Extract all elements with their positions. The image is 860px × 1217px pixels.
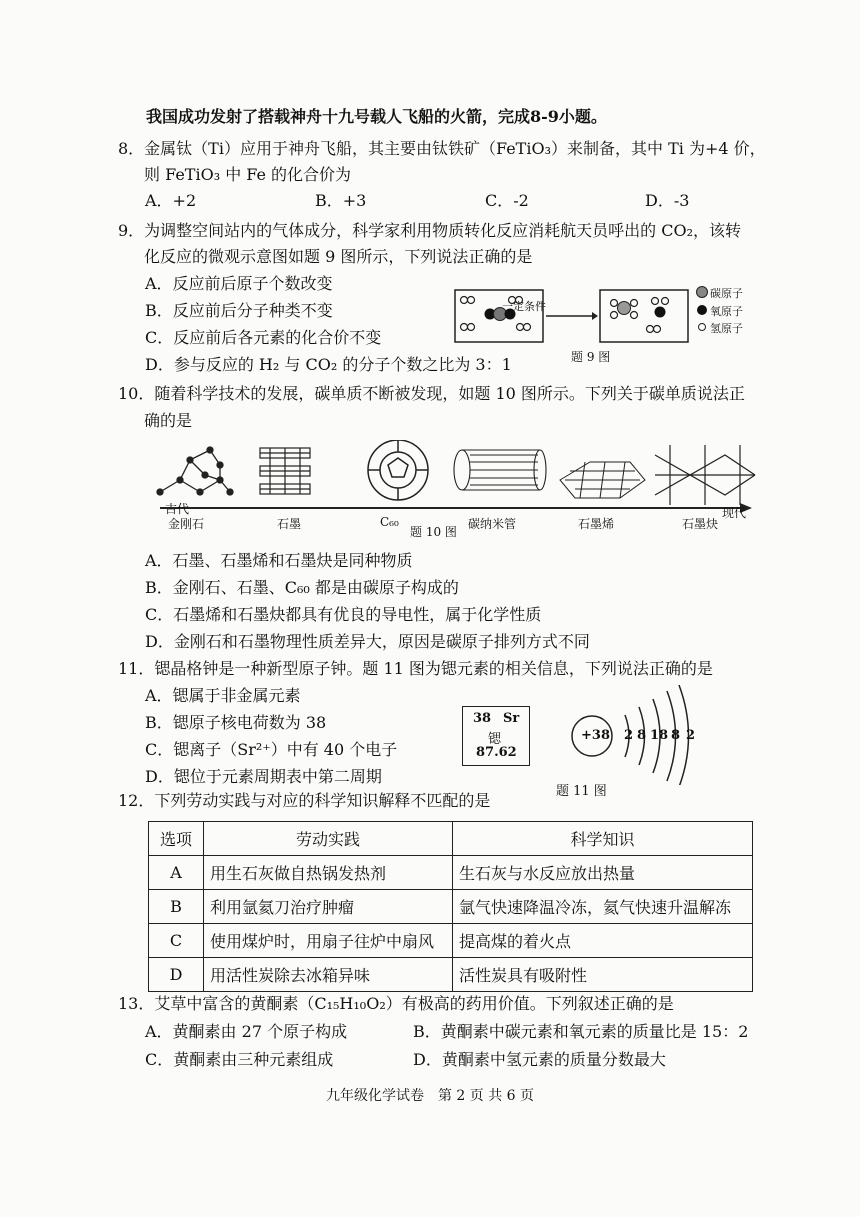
- element-card: [462, 706, 530, 766]
- label-graphite: 石墨: [277, 517, 302, 531]
- nucleus-charge: +38: [581, 728, 610, 743]
- table-row: [149, 924, 753, 958]
- c60-structure-icon: [368, 440, 428, 500]
- q8-option-b: B．+3: [315, 191, 367, 210]
- element-symbol: Sr: [503, 711, 520, 726]
- q10-option-a: A．石墨、石墨烯和石墨炔是同种物质: [145, 551, 413, 570]
- q8-option-c: C．-2: [485, 191, 529, 210]
- q10-option-c: C．石墨烯和石墨炔都具有优良的导电性，属于化学性质: [145, 605, 542, 624]
- intro-text: 我国成功发射了搭载神舟十九号载人飞船的火箭，完成8-9小题。: [146, 107, 607, 126]
- row-a-practice: 用生石灰做自热锅发热剂: [204, 856, 453, 890]
- q9-legend-carbon: 碳原子: [710, 287, 743, 300]
- q11-option-b: B．锶原子核电荷数为 38: [145, 713, 327, 732]
- q13-option-d: D．黄酮素中氢元素的质量分数最大: [413, 1050, 666, 1069]
- shell-5-count: 2: [686, 728, 696, 743]
- q10-carbon-allotropes-figure: [150, 440, 760, 520]
- shell-4-count: 8: [671, 728, 681, 743]
- q11-option-d: D．锶位于元素周期表中第二周期: [145, 767, 382, 786]
- atomic-number: 38: [473, 711, 492, 726]
- graphdiyne-structure-icon: [655, 445, 755, 505]
- atomic-mass: 87.62: [476, 745, 517, 760]
- timeline-end-label: 现代: [722, 506, 747, 520]
- label-diamond: 金刚石: [168, 517, 205, 531]
- row-b-practice: 利用氩氦刀治疗肿瘤: [204, 890, 453, 924]
- q12-table: [148, 821, 753, 992]
- label-nanotube: 碳纳米管: [468, 517, 517, 531]
- row-b-option: B: [149, 890, 204, 924]
- row-a-option: A: [149, 856, 204, 890]
- nanotube-structure-icon: [454, 450, 546, 490]
- q10-stem-line1: 10．随着科学技术的发展，碳单质不断被发现，如题 10 图所示。下列关于碳单质说法正: [118, 384, 745, 403]
- row-d-knowledge: 活性炭具有吸附性: [453, 958, 753, 992]
- q10-stem-line2: 确的是: [144, 411, 193, 430]
- q8-option-d: D．-3: [645, 191, 690, 210]
- row-c-knowledge: 提高煤的着火点: [453, 924, 753, 958]
- q9-legend-oxygen: 氧原子: [710, 305, 743, 318]
- q10-option-b: B．金刚石、石墨、C₆₀ 都是由碳原子构成的: [145, 578, 459, 597]
- label-c60: C₆₀: [380, 515, 399, 529]
- q11-option-c: C．锶离子（Sr²⁺）中有 40 个电子: [145, 740, 398, 759]
- q8-stem-line1: 8．金属钛（Ti）应用于神舟飞船，其主要由钛铁矿（FeTiO₃）来制备，其中 Ti 为+4 价，: [118, 139, 766, 158]
- row-d-option: D: [149, 958, 204, 992]
- q8-option-a: A．+2: [145, 191, 197, 210]
- row-c-option: C: [149, 924, 204, 958]
- timeline-start-label: 古代: [165, 502, 190, 516]
- header-knowledge: 科学知识: [453, 822, 753, 856]
- q8-stem-line2: 则 FeTiO₃ 中 Fe 的化合价为: [144, 165, 352, 184]
- q13-stem: 13．艾草中富含的黄酮素（C₁₅H₁₀O₂）有极高的药用价值。下列叙述正确的是: [118, 994, 674, 1013]
- q9-option-c: C．反应前后各元素的化合价不变: [145, 328, 382, 347]
- row-b-knowledge: 氩气快速降温冷冻，氦气快速升温解冻: [453, 890, 753, 924]
- shell-3-count: 18: [650, 728, 669, 743]
- q9-stem-line1: 9．为调整空间站内的气体成分，科学家利用物质转化反应消耗航天员呼出的 CO₂，该转: [118, 221, 742, 240]
- q11-option-a: A．锶属于非金属元素: [145, 686, 301, 705]
- graphite-structure-icon: [260, 448, 310, 494]
- q10-figure-caption: 题 10 图: [410, 525, 457, 539]
- header-option: 选项: [149, 822, 204, 856]
- q11-stem: 11．锶晶格钟是一种新型原子钟。题 11 图为锶元素的相关信息，下列说法正确的是: [118, 659, 713, 678]
- row-d-practice: 用活性炭除去冰箱异味: [204, 958, 453, 992]
- table-header-row: [149, 822, 753, 856]
- q13-option-a: A．黄酮素由 27 个原子构成: [145, 1022, 348, 1041]
- q13-option-c: C．黄酮素由三种元素组成: [145, 1050, 334, 1069]
- q9-option-a: A．反应前后原子个数改变: [145, 274, 333, 293]
- page-footer: 九年级化学试卷 第 2 页 共 6 页: [325, 1088, 535, 1104]
- graphene-structure-icon: [560, 462, 645, 498]
- header-practice: 劳动实践: [204, 822, 453, 856]
- shell-2-count: 8: [637, 728, 647, 743]
- q9-condition-label: 一定条件: [502, 300, 546, 313]
- q9-option-b: B．反应前后分子种类不变: [145, 301, 333, 320]
- table-row: [149, 958, 753, 992]
- q9-figure-caption: 题 9 图: [571, 350, 611, 364]
- q11-figure-caption: 题 11 图: [556, 784, 607, 799]
- table-row: [149, 890, 753, 924]
- q9-legend-hydrogen: 氢原子: [710, 322, 743, 335]
- q13-option-b: B．黄酮素中碳元素和氧元素的质量比是 15：2: [413, 1022, 749, 1041]
- shell-1-count: 2: [624, 728, 634, 743]
- table-row: [149, 856, 753, 890]
- q9-stem-line2: 化反应的微观示意图如题 9 图所示，下列说法正确的是: [144, 247, 533, 266]
- q9-reaction-diagram: [450, 282, 750, 352]
- q10-option-d: D．金刚石和石墨物理性质差异大，原因是碳原子排列方式不同: [145, 632, 590, 651]
- label-graphene: 石墨烯: [578, 517, 615, 531]
- element-name: 锶: [488, 732, 502, 747]
- q9-option-d: D．参与反应的 H₂ 与 CO₂ 的分子个数之比为 3：1: [145, 355, 512, 374]
- label-graphdiyne: 石墨炔: [682, 517, 719, 531]
- row-a-knowledge: 生石灰与水反应放出热量: [453, 856, 753, 890]
- q12-stem: 12．下列劳动实践与对应的科学知识解释不匹配的是: [118, 791, 491, 810]
- row-c-practice: 使用煤炉时，用扇子往炉中扇风: [204, 924, 453, 958]
- diamond-structure-icon: [157, 447, 233, 495]
